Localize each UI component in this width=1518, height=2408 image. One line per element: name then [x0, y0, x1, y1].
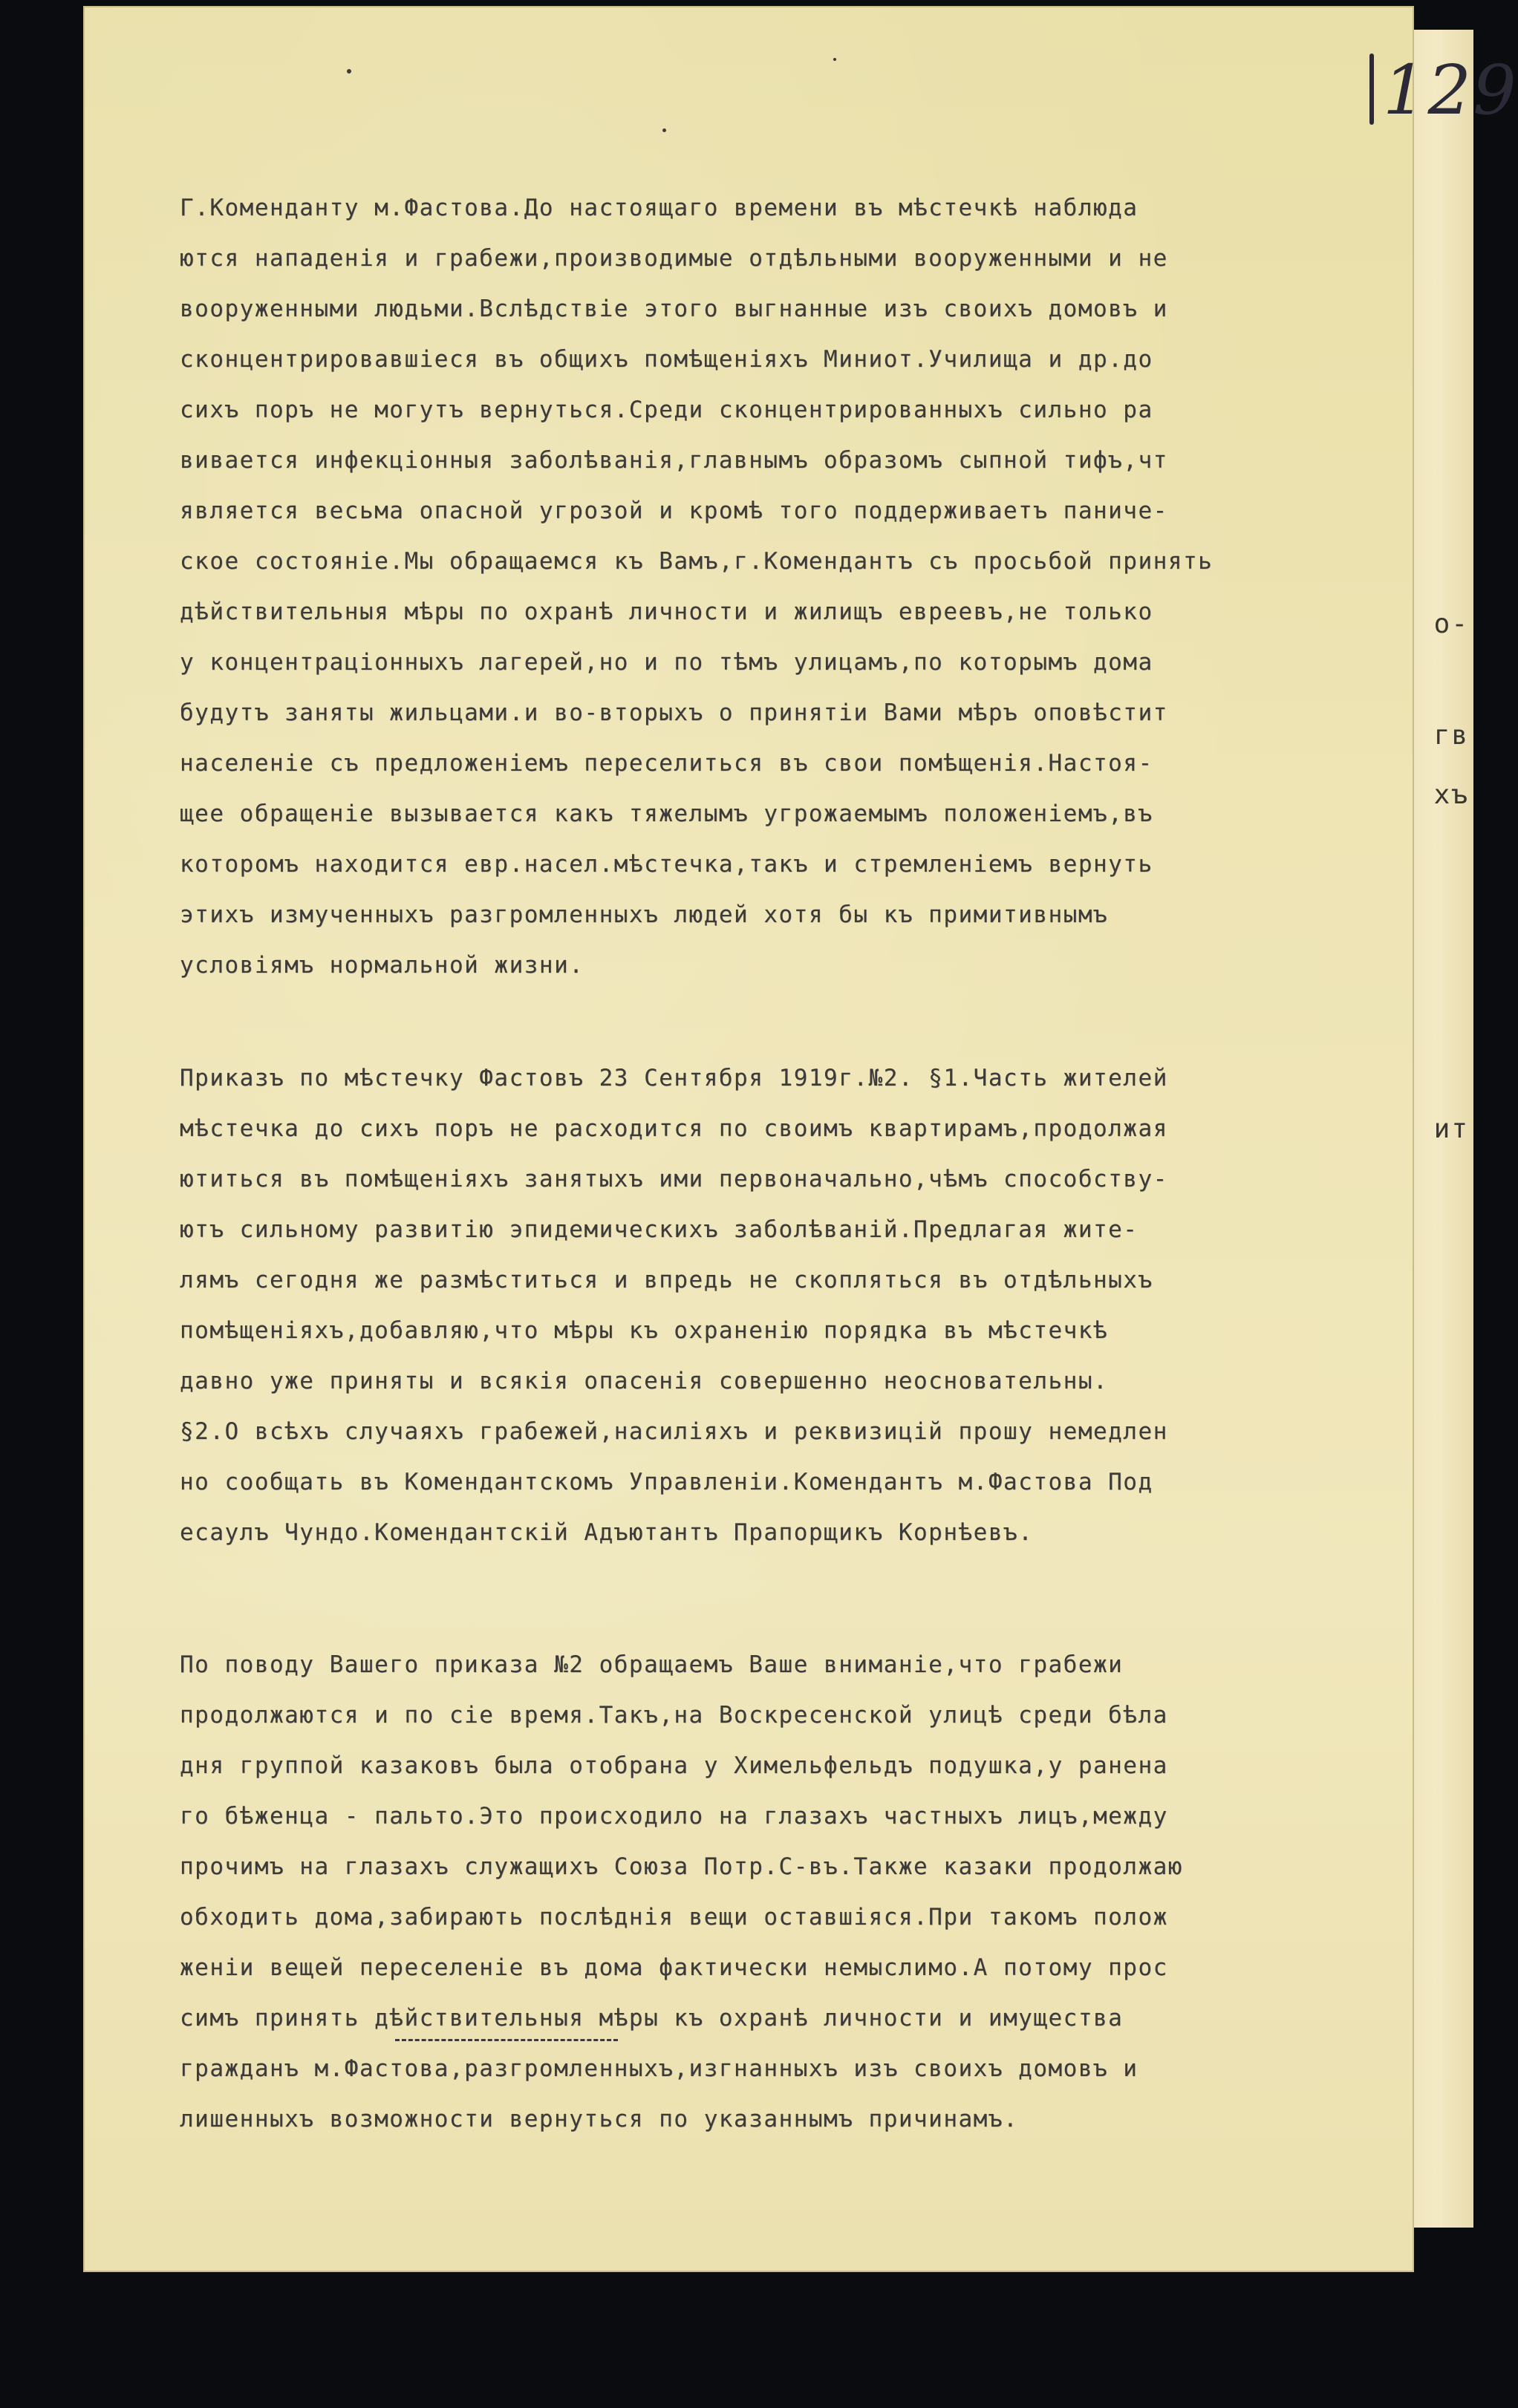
text-line: ются нападенія и грабежи,производимые отдѣльными вооруженными и не — [180, 245, 1168, 272]
paragraph-order-no2 — [180, 1053, 1398, 1558]
text-line: лямъ сегодня же размѣститься и впредь не скопляться въ отдѣльныхъ — [180, 1267, 1153, 1293]
text-line: сихъ поръ не могутъ вернуться.Среди сконцентрированныхъ сильно ра — [180, 397, 1153, 423]
text-line: этихъ измученныхъ разгромленныхъ людей хотя бы къ примитивнымъ — [180, 901, 1109, 928]
text-line: Приказъ по мѣстечку Фастовъ 23 Сентября 1919г.№2. §1.Часть жителей — [180, 1065, 1168, 1092]
paragraph-response-to-order — [180, 1639, 1398, 2144]
text-line: вооруженными людьми.Вслѣдствіе этого выгнанные изъ своихъ домовъ и — [180, 296, 1168, 322]
text-line: дня группой казаковъ была отобрана у Химельфельдъ подушка,у ранена — [180, 1752, 1168, 1779]
text-line: го бѣженца - пальто.Это происходило на глазахъ частныхъ лицъ,между — [180, 1803, 1168, 1830]
text-line: щее обращеніе вызывается какъ тяжелымъ угрожаемымъ положеніемъ,въ — [180, 800, 1153, 827]
text-line: дѣйствительныя мѣры по охранѣ личности и жилищъ евреевъ,не только — [180, 598, 1153, 625]
text-line: условіямъ нормальной жизни. — [180, 952, 584, 979]
text-line: вивается инфекціонныя заболѣванія,главнымъ образомъ сыпной тифъ,чт — [180, 447, 1168, 474]
text-line: прочимъ на глазахъ служащихъ Союза Потр.С-въ.Также казаки продолжаю — [180, 1853, 1183, 1880]
text-line: ское состояніе.Мы обращаемся къ Вамъ,г.Комендантъ съ просьбой принять — [180, 548, 1214, 575]
text-line: есаулъ Чундо.Комендантскій Адъютантъ Прапорщикъ Корнѣевъ. — [180, 1519, 1034, 1546]
paper-speck — [662, 128, 666, 132]
page-number: 129 — [1383, 50, 1518, 130]
text-line: но сообщать въ Комендантскомъ Управленіи.Комендантъ м.Фастова Под — [180, 1469, 1153, 1495]
paper-speck — [347, 69, 351, 74]
paragraph-letter-to-commandant — [180, 183, 1398, 991]
text-line: давно уже приняты и всякія опасенія совершенно неосновательны. — [180, 1368, 1109, 1394]
text-line: По поводу Вашего приказа №2 обращаемъ Ваше вниманіе,что грабежи — [180, 1651, 1124, 1678]
back-sheet-fragment: гв — [1433, 720, 1469, 751]
back-sheet-fragment: о- — [1433, 609, 1469, 639]
text-line: ютъ сильному развитію эпидемическихъ заболѣваній.Предлагая жите- — [180, 1216, 1138, 1243]
text-line: у концентраціонныхъ лагерей,но и по тѣмъ улицамъ,по которымъ дома — [180, 649, 1153, 676]
back-sheet-fragment: хъ — [1433, 780, 1469, 810]
text-line: которомъ находится евр.насел.мѣстечка,такъ и стремленіемъ вернуть — [180, 851, 1153, 878]
text-line: является весьма опасной угрозой и кромѣ того поддерживаетъ паниче- — [180, 497, 1168, 524]
text-line: женіи вещей переселеніе въ дома фактически немыслимо.А потому прос — [180, 1954, 1168, 1981]
text-line: §2.О всѣхъ случаяхъ грабежей,насиліяхъ и реквизицій прошу немедлен — [180, 1418, 1168, 1445]
text-line: гражданъ м.Фастова,разгромленныхъ,изгнанныхъ изъ своихъ домовъ и — [180, 2055, 1138, 2082]
text-line: симъ принять дѣйствительныя мѣры къ охранѣ личности и имущества — [180, 2005, 1124, 2032]
text-line: помѣщеніяхъ,добавляю,что мѣры къ охраненію порядка въ мѣстечкѣ — [180, 1317, 1109, 1344]
text-line: мѣстечка до сихъ поръ не расходится по своимъ квартирамъ,продолжая — [180, 1115, 1168, 1142]
handwritten-underline — [395, 2039, 618, 2041]
back-sheet-fragment: ит — [1433, 1114, 1469, 1144]
text-line: ютиться въ помѣщеніяхъ занятыхъ ими первоначально,чѣмъ способству- — [180, 1166, 1168, 1192]
text-line: лишенныхъ возможности вернуться по указаннымъ причинамъ. — [180, 2106, 1019, 2133]
text-line: населеніе съ предложеніемъ переселиться въ свои помѣщенія.Настоя- — [180, 750, 1153, 777]
text-line: обходить дома,забирають послѣднія вещи оставшіяся.При такомъ полож — [180, 1904, 1168, 1931]
paper-speck — [833, 58, 836, 61]
text-line: будутъ заняты жильцами.и во-вторыхъ о принятіи Вами мѣръ оповѣстит — [180, 699, 1168, 726]
text-line: сконцентрировавшіеся въ общихъ помѣщеніяхъ Миниот.Училища и др.до — [180, 346, 1153, 373]
text-line: продолжаются и по сіе время.Такъ,на Воскресенской улицѣ среди бѣла — [180, 1702, 1168, 1729]
text-line: Г.Коменданту м.Фастова.До настоящаго времени въ мѣстечкѣ наблюда — [180, 195, 1138, 221]
